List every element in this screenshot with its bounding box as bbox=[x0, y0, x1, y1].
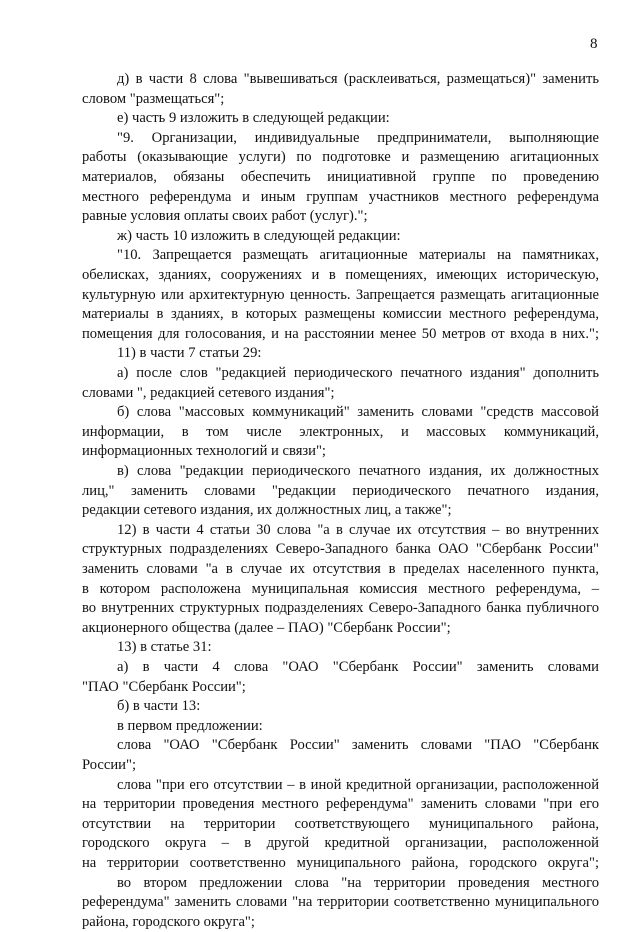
text-line: лиц," заменить словами "редакции периодического печатного издания, bbox=[82, 482, 599, 499]
text-line: информации, в том числе электронных, и массовых коммуникаций, bbox=[82, 423, 599, 440]
page-number: 8 bbox=[590, 36, 598, 52]
text-line: "9. Организации, индивидуальные предприниматели, выполняющие bbox=[117, 129, 599, 146]
text-line: словами ", редакцией сетевого издания"; bbox=[82, 384, 335, 401]
text-line: помещения для голосования, и на расстоянии менее 50 метров от входа в них."; bbox=[82, 325, 599, 342]
text-line: отсутствии на территории соответствующего муниципального района, bbox=[82, 815, 599, 832]
text-line: слова "ОАО "Сбербанк России" заменить словами "ПАО "Сбербанк bbox=[117, 737, 599, 754]
text-line: в первом предложении: bbox=[117, 717, 263, 734]
text-line: б) в части 13: bbox=[117, 698, 201, 715]
text-line: б) слова "массовых коммуникаций" заменить словами "средств массовой bbox=[117, 404, 599, 421]
text-line: "ПАО "Сбербанк России"; bbox=[82, 678, 246, 695]
text-line: в) слова "редакции периодического печатного издания, их должностных bbox=[117, 463, 599, 479]
text-line: 13) в статье 31: bbox=[117, 639, 212, 656]
text-line: на территории проведения местного референдума" заменить словами "при его bbox=[82, 796, 599, 813]
text-line: на территории соответственно муниципального района, городского округа"; bbox=[82, 855, 599, 871]
text-line: в котором расположена муниципальная комиссия местного референдума, – bbox=[82, 580, 599, 597]
text-line: обелисках, зданиях, сооружениях и в помещениях, имеющих историческую, bbox=[82, 267, 599, 283]
text-line: 11) в части 7 статьи 29: bbox=[117, 345, 262, 362]
text-line: а) в части 4 слова "ОАО "Сбербанк России" заменить словами bbox=[117, 659, 599, 675]
text-line: равные условия оплаты своих работ (услуг)."; bbox=[82, 208, 368, 225]
text-line: во втором предложении слова "на территории проведения местного bbox=[117, 874, 599, 891]
text-line: заменить словами "а в случае их отсутствия в пределах населенного пункта, bbox=[82, 561, 599, 577]
text-line: слова "при его отсутствии – в иной кредитной организации, расположенной bbox=[117, 776, 599, 793]
text-line: д) в части 8 слова "вывешиваться (расклеиваться, размещаться)" заменить bbox=[117, 71, 599, 87]
text-line: словом "размещаться"; bbox=[82, 90, 225, 107]
text-line: а) после слов "редакцией периодического печатного издания" дополнить bbox=[117, 365, 599, 381]
text-line: России"; bbox=[82, 757, 136, 773]
text-line: редакции сетевого издания, их должностных лиц, а также"; bbox=[82, 502, 452, 519]
text-line: акционерного общества (далее – ПАО) "Сбербанк России"; bbox=[82, 619, 451, 636]
text-line: референдума" заменить словами "на территории соответственно муниципального bbox=[82, 894, 599, 911]
text-line: "10. Запрещается размещать агитационные материалы на памятниках, bbox=[117, 247, 599, 264]
text-line: городского округа – в другой кредитной организации, расположенной bbox=[82, 835, 599, 852]
text-line: района, городского округа"; bbox=[82, 913, 255, 930]
text-line: материалы в зданиях, в которых размещены комиссии местного референдума, bbox=[82, 306, 599, 323]
text-line: работы (оказывающие услуги) по подготовке и размещению агитационных bbox=[82, 149, 599, 166]
text-line: во внутренних структурных подразделениях Северо-Западного банка публичного bbox=[82, 600, 599, 617]
text-line: культурную или архитектурную ценность. Запрещается размещать агитационные bbox=[82, 286, 599, 303]
text-line: структурных подразделениях Северо-Западного банка ОАО "Сбербанк России" bbox=[82, 541, 599, 558]
text-line: местного референдума и иным группам участников местного референдума bbox=[82, 188, 599, 205]
text-line: материалов, обязаны обеспечить инициативной группе по проведению bbox=[82, 169, 599, 185]
text-line: ж) часть 10 изложить в следующей редакции: bbox=[117, 227, 401, 244]
text-line: 12) в части 4 статьи 30 слова "а в случае их отсутствия – во внутренних bbox=[117, 521, 599, 538]
text-line: е) часть 9 изложить в следующей редакции: bbox=[117, 110, 390, 127]
text-line: информационных технологий и связи"; bbox=[82, 443, 326, 460]
